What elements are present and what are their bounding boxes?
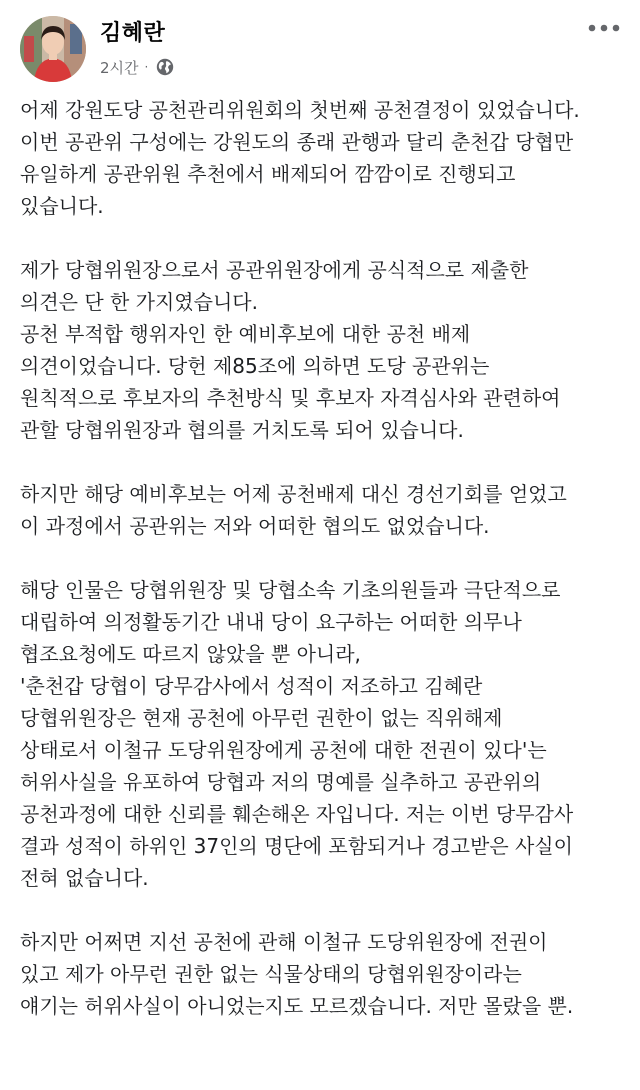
post-text-line: 어제 강원도당 공천관리위원회의 첫번째 공천결정이 있었습니다. bbox=[20, 98, 580, 122]
post-text-line: 유일하게 공관위원 추천에서 배제되어 깜깜이로 진행되고 bbox=[20, 162, 516, 186]
post-paragraph bbox=[20, 254, 625, 446]
avatar[interactable] bbox=[20, 16, 86, 82]
post-text-line: 원칙적으로 후보자의 추천방식 및 후보자 자격심사와 관련하여 bbox=[20, 386, 561, 410]
post-text-line: 있고 제가 아무런 권한 없는 식물상태의 당협위원장이라는 bbox=[20, 962, 522, 986]
post-text-line: 당협위원장은 현재 공천에 아무런 권한이 없는 직위해제 bbox=[20, 706, 503, 730]
post-timestamp[interactable]: 2시간 bbox=[100, 58, 139, 77]
post-text-line: 이 과정에서 공관위는 저와 어떠한 협의도 없었습니다. bbox=[20, 514, 490, 538]
post-text-line: 상태로서 이철규 도당위원장에게 공천에 대한 전권이 있다'는 bbox=[20, 738, 547, 762]
more-options-button[interactable] bbox=[584, 14, 624, 42]
meta-separator: · bbox=[144, 60, 149, 74]
post-text-line: 공천과정에 대한 신뢰를 훼손해온 자입니다. 저는 이번 당무감사 bbox=[20, 802, 574, 826]
post-text-line: 하지만 어쩌면 지선 공천에 관해 이철규 도당위원장에 전권이 bbox=[20, 930, 548, 954]
author-name[interactable]: 김혜란 bbox=[100, 21, 166, 46]
post-text-line: 제가 당협위원장으로서 공관위원장에게 공식적으로 제출한 bbox=[20, 258, 529, 282]
post-text-line: 의견이었습니다. 당헌 제85조에 의하면 도당 공관위는 bbox=[20, 354, 490, 378]
post-text-line: 얘기는 허위사실이 아니었는지도 모르겠습니다. 저만 몰랐을 뿐. bbox=[20, 994, 574, 1018]
post-text bbox=[20, 94, 625, 1022]
globe-icon[interactable] bbox=[156, 58, 174, 76]
post-paragraph bbox=[20, 926, 625, 1022]
post-text-line: 허위사실을 유포하여 당협과 저의 명예를 실추하고 공관위의 bbox=[20, 770, 542, 794]
post-header bbox=[0, 0, 640, 92]
post-text-line: 협조요청에도 따르지 않았을 뿐 아니라, bbox=[20, 642, 361, 666]
post-text-line: 해당 인물은 당협위원장 및 당협소속 기초의원들과 극단적으로 bbox=[20, 578, 561, 602]
post-text-line: 하지만 해당 예비후보는 어제 공천배제 대신 경선기회를 얻었고 bbox=[20, 482, 567, 506]
post-text-line: 관할 당협위원장과 협의를 거치도록 되어 있습니다. bbox=[20, 418, 464, 442]
post-text-line: 의견은 단 한 가지였습니다. bbox=[20, 290, 258, 314]
post-text-line: 있습니다. bbox=[20, 194, 104, 218]
post-text-line: 이번 공관위 구성에는 강원도의 종래 관행과 달리 춘천갑 당협만 bbox=[20, 130, 574, 154]
more-options-icon bbox=[588, 24, 620, 32]
post-paragraph bbox=[20, 94, 625, 222]
post-text-line: 결과 성적이 하위인 37인의 명단에 포함되거나 경고받은 사실이 bbox=[20, 834, 573, 858]
profile-photo bbox=[20, 16, 86, 82]
post-paragraph bbox=[20, 478, 625, 542]
post-text-line: 전혀 없습니다. bbox=[20, 866, 149, 890]
post-text-line: 대립하여 의정활동기간 내내 당이 요구하는 어떠한 의무나 bbox=[20, 610, 522, 634]
post-text-line: 공천 부적합 행위자인 한 예비후보에 대한 공천 배제 bbox=[20, 322, 471, 346]
post-text-line: '춘천갑 당협이 당무감사에서 성적이 저조하고 김혜란 bbox=[20, 674, 483, 698]
post-paragraph bbox=[20, 574, 625, 894]
post-meta bbox=[100, 56, 174, 78]
